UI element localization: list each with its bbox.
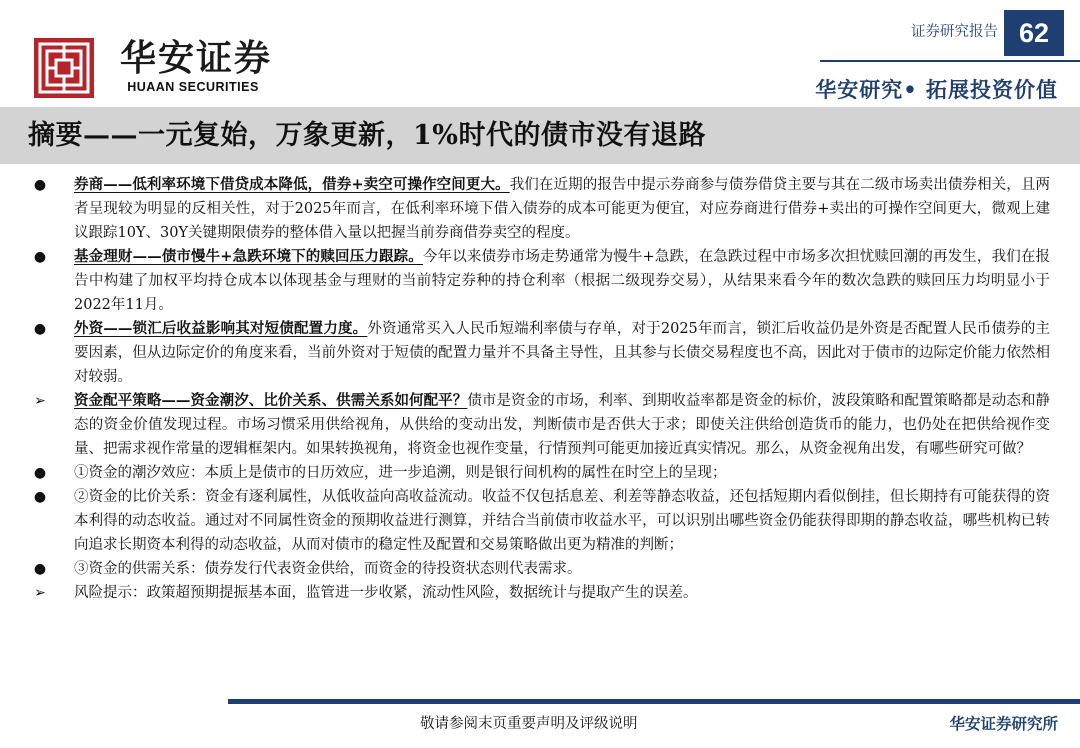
item-body: 债市是资金的市场，利率、到期收益率都是资金的标价，波段策略和配置策略都是动态和静态的资金价值发现过程。市场习惯采用供给视角，从供给的变动出发，判断债市是否供大于求；即使关注供给创造货币的能力，也仍处在把供给视作变量、把需求视作常量的逻辑框架内。如果转换视角，将资金也视作变量，行情预判可能更加接近真实情况。那么，从资金视角出发，有哪些研究可做？ xyxy=(74,393,1051,457)
bullet-icon: ● xyxy=(33,321,47,337)
company-logo xyxy=(34,38,94,98)
item-heading: 外资——锁汇后收益影响其对短债配置力度。 xyxy=(74,320,368,337)
item-body: 外资通常买入人民币短端利率债与存单，对于2025年而言，锁汇后收益仍是外资是否配置人民币债券的主要因素，但从边际定价的角度来看，当前外资对于短债的配置力量并不具备主导性，且其参与长债交易程度也不高，因此对于债市的边际定价能力依然相对较弱。 xyxy=(74,321,1051,385)
item-body: ①资金的潮汐效应：本质上是债市的日历效应，进一步追溯，则是银行间机构的属性在时空上的呈现； xyxy=(74,465,727,481)
list-item xyxy=(30,485,1050,557)
item-heading: 基金理财——债市慢牛+急跌环境下的赎回压力跟踪。 xyxy=(74,248,423,265)
list-item xyxy=(30,389,1050,461)
title-banner xyxy=(0,107,1080,164)
arrow-bullet-icon: ➢ xyxy=(34,393,46,409)
summary-list xyxy=(30,173,1050,605)
list-item xyxy=(30,581,1050,605)
bullet-icon: ● xyxy=(33,489,47,505)
footer-institute: 华安证券研究所 xyxy=(949,714,1058,733)
report-type-label: 证券研究报告 xyxy=(911,24,998,40)
list-item xyxy=(30,317,1050,389)
item-body: 风险提示：政策超预期提振基本面，监管进一步收紧，流动性风险，数据统计与提取产生的误差。 xyxy=(74,585,698,601)
item-heading: 券商——低利率环境下借贷成本降低，借券+卖空可操作空间更大。 xyxy=(74,176,510,193)
logo-emblem-icon xyxy=(34,38,94,98)
footer-bar xyxy=(228,699,1080,704)
list-item xyxy=(30,557,1050,581)
item-heading: 资金配平策略——资金潮汐、比价关系、供需关系如何配平？ xyxy=(74,392,468,409)
item-body: ②资金的比价关系：资金有逐利属性，从低收益向高收益流动。收益不仅包括息差、利差等静态收益，还包括短期内看似倒挂，但长期持有可能获得的资本利得的动态收益。通过对不同属性资金的预期收益进行测算，并结合当前债市收益水平，可以识别出哪些资金仍能获得即期的静态收益，哪些机构已转向追求长期资本利得的动态收益，从而对债市的稳定性及配置和交易策略做出更为精准的判断； xyxy=(74,489,1050,553)
list-item xyxy=(30,245,1050,317)
bullet-icon: ● xyxy=(33,465,47,481)
logo-english-name: HUAAN SECURITIES xyxy=(127,80,259,94)
page-number: 62 xyxy=(1004,10,1064,56)
bullet-icon: ● xyxy=(33,177,47,193)
item-body: 今年以来债券市场走势通常为慢牛+急跌，在急跌过程中市场多次担忧赎回潮的再发生，我们在报告中构建了加权平均持仓成本以体现基金与理财的当前特定券种的持仓利率（根据二级现券交易），从结果来看今年的数次急跌的赎回压力均明显小于2022年11月。 xyxy=(74,249,1050,313)
item-body: ③资金的供需关系：债券发行代表资金供给，而资金的待投资状态则代表需求。 xyxy=(74,561,582,577)
header-slogan: 华安研究• 拓展投资价值 xyxy=(815,77,1058,102)
list-item xyxy=(30,173,1050,245)
logo-chinese-name: 华安证券 xyxy=(119,37,272,79)
footer-disclaimer: 敬请参阅末页重要声明及评级说明 xyxy=(420,716,638,732)
list-item xyxy=(30,461,1050,485)
header-divider xyxy=(820,60,1080,62)
arrow-bullet-icon: ➢ xyxy=(34,585,46,601)
item-body: 我们在近期的报告中提示券商参与债券借贷主要与其在二级市场卖出债券相关，且两者呈现较为明显的反相关性，对于2025年而言，在低利率环境下借入债券的成本可能更为便宜，对应券商进行借券+卖出的可操作空间更大，微观上建议跟踪10Y、30Y关键期限债券的整体借入量以把握当前券商借券卖空的程度。 xyxy=(74,177,1050,241)
bullet-icon: ● xyxy=(33,561,47,577)
bullet-icon: ● xyxy=(33,249,47,265)
page-title: 摘要——一元复始，万象更新，1%时代的债市没有退路 xyxy=(28,120,706,151)
